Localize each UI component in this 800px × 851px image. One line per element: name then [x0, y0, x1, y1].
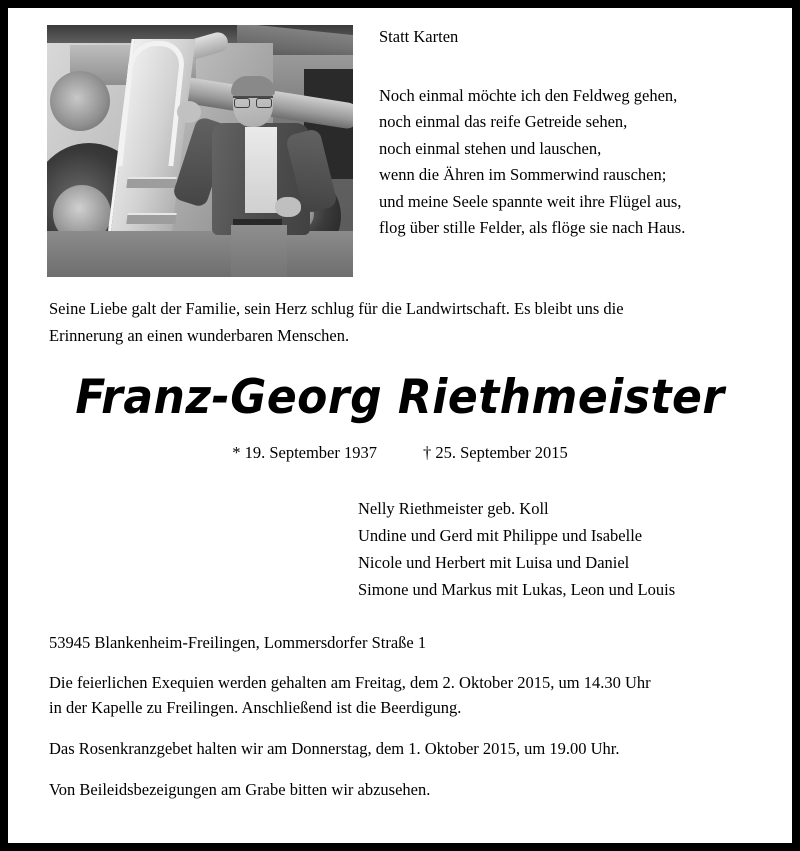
deceased-photo — [47, 25, 353, 277]
funeral-service-notice — [49, 670, 753, 720]
tribute-line-1: Seine Liebe galt der Familie, sein Herz schlug für die Landwirtschaft. Es bleibt uns die — [49, 299, 624, 318]
tribute-text — [49, 295, 751, 349]
deceased-name: Franz-Georg Riethmeister — [75, 369, 725, 425]
poem-line: noch einmal stehen und lauschen, — [379, 138, 602, 158]
poem-line: und meine Seele spannte weit ihre Flügel aus, — [379, 191, 682, 211]
statt-karten-note: Statt Karten — [379, 27, 459, 46]
family-address: 53945 Blankenheim-Freilingen, Lommersdorfer Straße 1 — [49, 633, 427, 653]
tribute-line-2: Erinnerung an einen wunderbaren Menschen. — [49, 326, 350, 345]
birth-date: * 19. September 1937 — [232, 443, 377, 463]
poem-section — [353, 25, 753, 242]
surviving-family-list — [47, 495, 753, 603]
poem-line: wenn die Ähren im Sommerwind rauschen; — [379, 165, 667, 185]
poem-line: Noch einmal möchte ich den Feldweg gehen, — [379, 85, 678, 105]
family-member-line: Nelly Riethmeister geb. Koll — [358, 499, 549, 519]
photo-man-hair — [231, 76, 275, 96]
condolence-request: Von Beileidsbezeigungen am Grabe bitten wir abzusehen. — [49, 780, 431, 800]
family-member-line: Simone und Markus mit Lukas, Leon und Louis — [358, 580, 676, 600]
photo-ladder-step — [126, 177, 176, 188]
photo-ladder-step — [126, 213, 176, 224]
obituary-inner — [8, 8, 792, 843]
death-date: † 25. September 2015 — [423, 443, 568, 463]
photograph-image — [47, 25, 353, 277]
photo-machine-drum — [50, 71, 110, 131]
funeral-service-line-2: in der Kapelle zu Freilingen. Anschließend ist die Beerdigung. — [49, 698, 462, 718]
photo-man-figure — [203, 79, 319, 277]
poem-line: flog über stille Felder, als flöge sie nach Haus. — [379, 218, 686, 238]
photo-man-trousers — [231, 225, 287, 277]
family-member-line: Undine und Gerd mit Philippe und Isabelle — [358, 526, 643, 546]
photo-man-shirt — [245, 127, 278, 213]
poem-line: noch einmal das reife Getreide sehen, — [379, 112, 628, 132]
top-section — [47, 25, 753, 277]
photo-man-hand-on-hip — [275, 197, 301, 217]
family-member-line: Nicole und Herbert mit Luisa und Daniel — [358, 553, 630, 573]
glasses-icon — [233, 96, 273, 106]
funeral-service-line-1: Die feierlichen Exequien werden gehalten am Freitag, dem 2. Oktober 2015, um 14.30 Uhr — [49, 673, 651, 693]
rosary-notice: Das Rosenkranzgebet halten wir am Donnerstag, dem 1. Oktober 2015, um 19.00 Uhr. — [49, 739, 620, 759]
life-dates — [47, 443, 753, 463]
